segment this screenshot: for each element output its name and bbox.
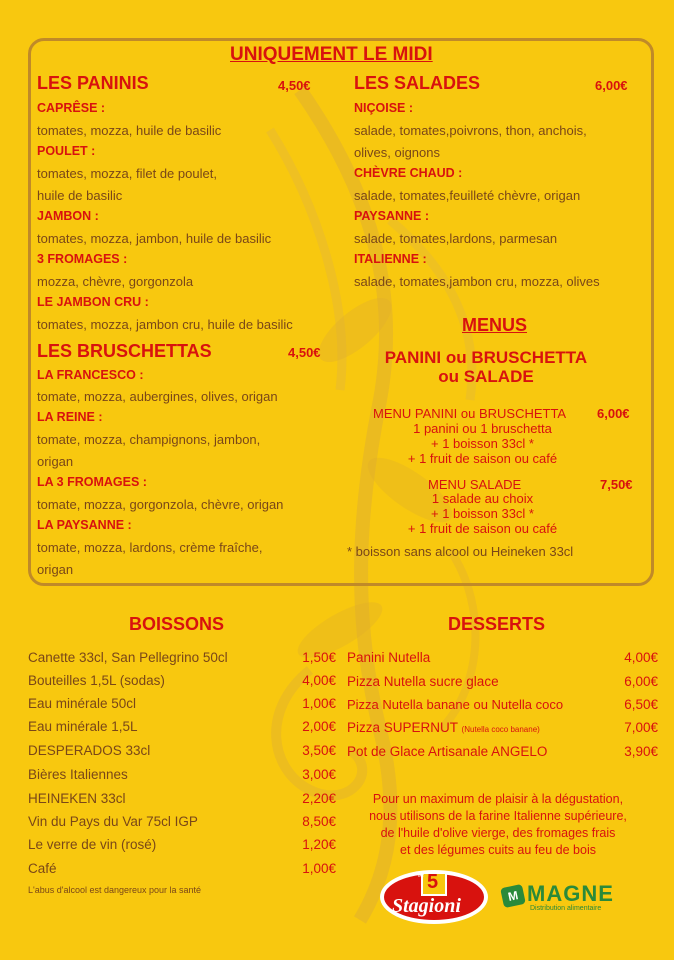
salade-name: ITALIENNE : bbox=[354, 252, 427, 266]
bruschetta-desc: origan bbox=[37, 454, 74, 469]
panini-desc: mozza, chèvre, gorgonzola bbox=[37, 274, 194, 289]
bruschetta-desc: tomate, mozza, champignons, jambon, bbox=[37, 432, 261, 447]
dessert-name: Panini Nutella bbox=[347, 650, 431, 665]
stagioni-logo bbox=[378, 868, 490, 926]
panini-desc: tomates, mozza, jambon, huile de basilic bbox=[37, 231, 272, 246]
salade-desc: salade, tomates,poivrons, thon, anchois, bbox=[354, 123, 587, 138]
magne-tagline-part: alimentaire bbox=[566, 905, 602, 912]
dessert-price: 3,90€ bbox=[624, 744, 658, 759]
dessert-price: 4,00€ bbox=[624, 650, 658, 665]
drink-row bbox=[28, 673, 336, 688]
magne-badge bbox=[500, 884, 526, 908]
drink-row bbox=[28, 743, 336, 758]
bruschetta-desc: tomate, mozza, gorgonzola, chèvre, origan bbox=[37, 497, 284, 512]
menu-line: + 1 fruit de saison ou café bbox=[407, 521, 558, 536]
bruschetta-name: LA PAYSANNE : bbox=[37, 518, 132, 532]
quality-promo bbox=[348, 791, 648, 859]
stagioni-name: Stagioni bbox=[392, 895, 461, 917]
dessert-row bbox=[347, 697, 658, 712]
drink-price: 3,00€ bbox=[302, 767, 336, 782]
drink-row bbox=[28, 837, 336, 852]
drink-row bbox=[28, 814, 336, 829]
magne-badge-letter: M bbox=[506, 888, 520, 904]
panini-name: POULET : bbox=[37, 144, 96, 158]
drink-name: Bières Italiennes bbox=[28, 767, 128, 782]
bruschetta-desc: origan bbox=[37, 562, 74, 577]
magne-tagline-part: Distribution bbox=[530, 905, 567, 912]
stagioni-number: 5 bbox=[427, 871, 439, 893]
panini-desc: tomates, mozza, jambon cru, huile de basilic bbox=[37, 317, 293, 332]
dessert-price: 6,00€ bbox=[624, 674, 658, 689]
drink-name: Bouteilles 1,5L (sodas) bbox=[28, 673, 165, 688]
drink-row bbox=[28, 767, 336, 782]
menus-subtitle-line: ou SALADE bbox=[438, 367, 534, 386]
dessert-row bbox=[347, 744, 658, 759]
panini-name: 3 FROMAGES : bbox=[37, 252, 128, 266]
bruschetta-name: LA FRANCESCO : bbox=[37, 368, 144, 382]
promo-line: Pour un maximum de plaisir à la dégustation, bbox=[372, 792, 624, 806]
magne-logo bbox=[502, 878, 627, 918]
menu-line: 1 panini ou 1 bruschetta bbox=[413, 421, 552, 436]
promo-line: nous utilisons de la farine Italienne supérieure, bbox=[369, 809, 627, 823]
desserts-title: DESSERTS bbox=[448, 614, 546, 634]
menu-panini-details bbox=[370, 421, 595, 466]
bruschettas-title: LES BRUSCHETTAS bbox=[37, 341, 212, 361]
drink-price: 8,50€ bbox=[302, 814, 336, 829]
bruschetta-name: LA REINE : bbox=[37, 410, 103, 424]
drink-name: Canette 33cl, San Pellegrino 50cl bbox=[28, 650, 228, 665]
alcohol-warning: L'abus d'alcool est dangereux pour la santé bbox=[28, 885, 202, 895]
menu-panini-price: 6,00€ bbox=[597, 406, 630, 421]
menus-subtitle-line: PANINI ou BRUSCHETTA bbox=[384, 348, 588, 367]
panini-desc: tomates, mozza, huile de basilic bbox=[37, 123, 222, 138]
menus-title: MENUS bbox=[462, 315, 528, 335]
drink-name: Eau minérale 1,5L bbox=[28, 719, 138, 734]
dessert-name: Pizza Nutella sucre glace bbox=[347, 674, 499, 689]
promo-line: et des légumes cuits au feu de bois bbox=[400, 843, 596, 857]
drink-price: 1,00€ bbox=[302, 861, 336, 876]
boissons-title: BOISSONS bbox=[129, 614, 225, 634]
menu-salade-price: 7,50€ bbox=[600, 477, 633, 492]
salades-title: LES SALADES bbox=[354, 73, 481, 93]
menus-note: * boisson sans alcool ou Heineken 33cl bbox=[347, 544, 574, 559]
drink-row bbox=[28, 791, 336, 806]
menu-line: 1 salade au choix bbox=[431, 491, 534, 506]
bruschetta-desc: tomate, mozza, aubergines, olives, origan bbox=[37, 389, 278, 404]
panini-desc: huile de basilic bbox=[37, 188, 123, 203]
paninis-price: 4,50€ bbox=[278, 78, 311, 93]
salade-desc: salade, tomates,lardons, parmesan bbox=[354, 231, 558, 246]
menu-panini-name: MENU PANINI ou BRUSCHETTA bbox=[373, 406, 567, 421]
drink-price: 2,20€ bbox=[302, 791, 336, 806]
bruschettas-price: 4,50€ bbox=[288, 345, 321, 360]
salade-name: NIÇOISE : bbox=[354, 101, 414, 115]
menu-salade-name: MENU SALADE bbox=[428, 477, 522, 492]
bruschetta-desc: tomate, mozza, lardons, crème fraîche, bbox=[37, 540, 263, 555]
drink-name: Eau minérale 50cl bbox=[28, 696, 137, 711]
page-title: UNIQUEMENT LE MIDI bbox=[230, 44, 433, 65]
drink-price: 1,00€ bbox=[302, 696, 336, 711]
salades-price: 6,00€ bbox=[595, 78, 628, 93]
dessert-row bbox=[347, 674, 658, 689]
dessert-price: 7,00€ bbox=[624, 720, 658, 735]
salade-name: PAYSANNE : bbox=[354, 209, 430, 223]
drink-price: 1,50€ bbox=[302, 650, 336, 665]
drink-row bbox=[28, 696, 336, 711]
drink-name: Café bbox=[28, 861, 57, 876]
paninis-title: LES PANINIS bbox=[37, 73, 149, 93]
dessert-name: Pot de Glace Artisanale ANGELO bbox=[347, 744, 548, 759]
dessert-name: Pizza SUPERNUT bbox=[347, 720, 458, 735]
drink-price: 1,20€ bbox=[302, 837, 336, 852]
menus-subtitle bbox=[370, 348, 602, 386]
drink-price: 2,00€ bbox=[302, 719, 336, 734]
panini-name: JAMBON : bbox=[37, 209, 99, 223]
menu-line: + 1 boisson 33cl * bbox=[431, 506, 534, 521]
drink-name: Le verre de vin (rosé) bbox=[28, 837, 157, 852]
bruschetta-name: LA 3 FROMAGES : bbox=[37, 475, 147, 489]
dessert-row bbox=[347, 720, 658, 735]
drink-price: 4,00€ bbox=[302, 673, 336, 688]
menu-line: + 1 boisson 33cl * bbox=[431, 436, 534, 451]
dessert-row bbox=[347, 650, 658, 665]
drink-row bbox=[28, 719, 336, 734]
drink-name: HEINEKEN 33cl bbox=[28, 791, 126, 806]
salade-desc: salade, tomates,jambon cru, mozza, olives bbox=[354, 274, 600, 289]
stagioni-le: le bbox=[418, 872, 424, 879]
drink-price: 3,50€ bbox=[302, 743, 336, 758]
magne-name: MAGNE bbox=[527, 881, 614, 906]
magne-tagline bbox=[530, 905, 601, 912]
panini-name: CAPRÊSE : bbox=[37, 101, 106, 115]
menu-salade-details bbox=[370, 491, 595, 536]
salade-name: CHÈVRE CHAUD : bbox=[354, 166, 463, 180]
panini-desc: tomates, mozza, filet de poulet, bbox=[37, 166, 217, 181]
dessert-price: 6,50€ bbox=[624, 697, 658, 712]
promo-line: de l'huile d'olive vierge, des fromages frais bbox=[380, 826, 616, 840]
drink-name: Vin du Pays du Var 75cl IGP bbox=[28, 814, 198, 829]
panini-name: LE JAMBON CRU : bbox=[37, 295, 149, 309]
menu-line: + 1 fruit de saison ou café bbox=[407, 451, 558, 466]
drink-row bbox=[28, 650, 336, 665]
dessert-name: Pizza Nutella banane ou Nutella coco bbox=[347, 697, 564, 712]
drink-row bbox=[28, 861, 336, 876]
dessert-note: (Nutella coco banane) bbox=[461, 725, 540, 734]
salade-desc: olives, oignons bbox=[354, 145, 440, 160]
salade-desc: salade, tomates,feuilleté chèvre, origan bbox=[354, 188, 581, 203]
drink-name: DESPERADOS 33cl bbox=[28, 743, 151, 758]
